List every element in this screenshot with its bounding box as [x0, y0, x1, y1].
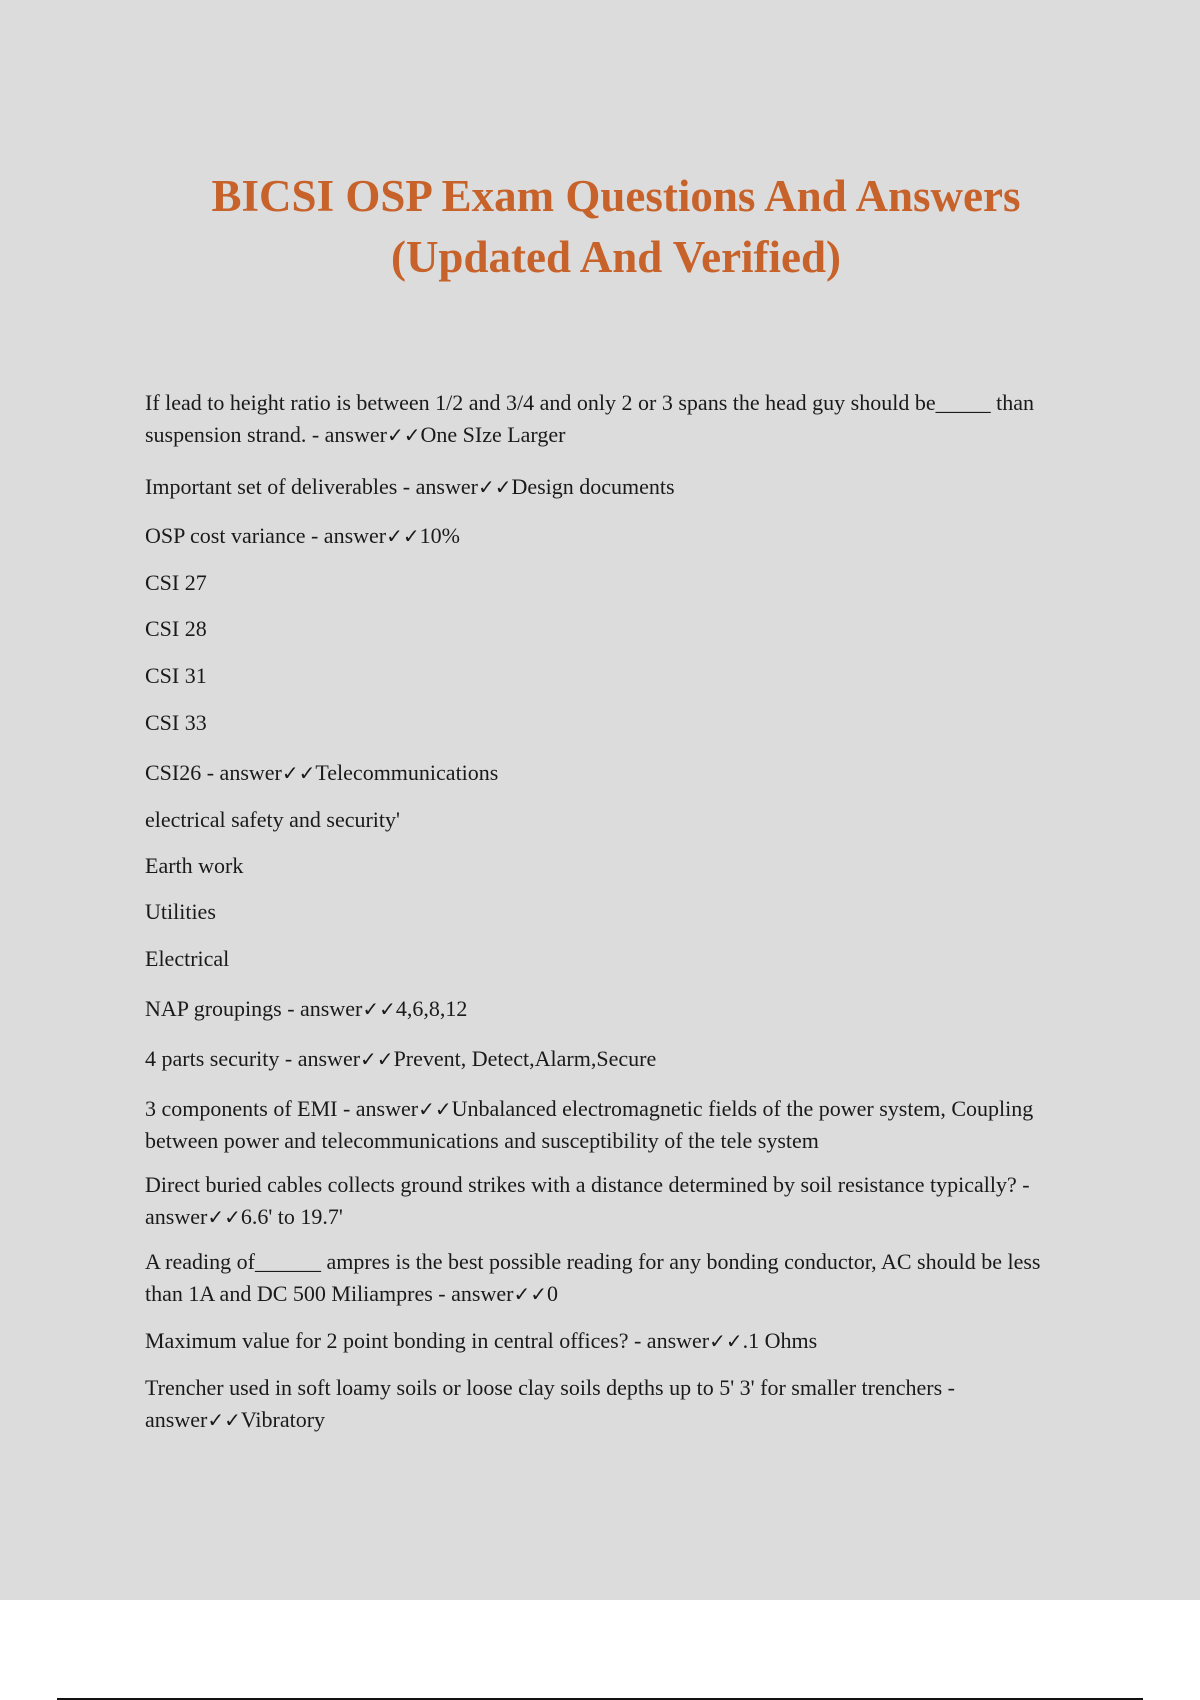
qa-list [145, 387, 1080, 1436]
text-item: electrical safety and security' [145, 807, 400, 832]
answer-text: 4,6,8,12 [395, 996, 468, 1021]
question-text: 3 components of EMI - answer [145, 1096, 419, 1121]
answer-text: 6.6' to 19.7' [240, 1204, 343, 1229]
qa-item [145, 471, 1080, 503]
double-check-icon: ✓✓ [281, 761, 316, 785]
double-check-icon: ✓✓ [709, 1329, 743, 1353]
question-text: CSI26 - answer [145, 760, 282, 785]
double-check-icon: ✓✓ [477, 475, 512, 499]
text-item: CSI 31 [145, 663, 207, 688]
text-item: Utilities [145, 899, 216, 924]
question-text: OSP cost variance - answer [145, 523, 387, 548]
answer-text: Telecommunications [315, 760, 499, 785]
qa-item [145, 1246, 1080, 1310]
double-check-icon: ✓✓ [207, 1408, 241, 1432]
text-item: Earth work [145, 853, 244, 878]
question-text: 4 parts security - answer [145, 1046, 361, 1071]
text-item: CSI 27 [145, 570, 207, 595]
answer-text: .1 Ohms [742, 1328, 818, 1353]
question-text: Maximum value for 2 point bonding in central offices? - answer [145, 1328, 710, 1353]
page-gap [0, 1600, 1200, 1700]
double-check-icon: ✓✓ [418, 1097, 452, 1121]
answer-text: 10% [419, 523, 460, 548]
double-check-icon: ✓✓ [386, 423, 421, 447]
question-text: Direct buried cables collects ground strikes with a distance determined by soil resistance typically? - answer [145, 1172, 1030, 1229]
qa-item [145, 1169, 1080, 1233]
answer-text: 0 [546, 1281, 558, 1306]
qa-item [145, 1325, 1080, 1357]
qa-item [145, 1093, 1080, 1157]
document-title-line-1: BICSI OSP Exam Questions And Answers [211, 171, 1021, 221]
document-title-line-2: (Updated And Verified) [390, 232, 842, 282]
text-item: CSI 28 [145, 616, 207, 641]
double-check-icon: ✓✓ [386, 524, 420, 548]
qa-item [145, 520, 1080, 552]
double-check-icon: ✓✓ [513, 1282, 547, 1306]
question-text: Important set of deliverables - answer [145, 474, 478, 499]
answer-text: Prevent, Detect,Alarm,Secure [393, 1046, 657, 1071]
double-check-icon: ✓✓ [207, 1205, 241, 1229]
question-text: If lead to height ratio is between 1/2 and 3/4 and only 2 or 3 spans the head guy should be_____ than suspension strand. - answer [145, 390, 1034, 447]
qa-item [145, 757, 1080, 789]
text-item: CSI 33 [145, 710, 207, 735]
qa-item [145, 993, 1080, 1025]
question-text: A reading of______ ampres is the best possible reading for any bonding conductor, AC should be less than 1A and DC 500 Miliampres - answer [145, 1249, 1041, 1306]
answer-text: Design documents [511, 474, 675, 499]
qa-item [145, 387, 1080, 451]
question-text: NAP groupings - answer [145, 996, 363, 1021]
document-title [0, 166, 1200, 288]
answer-text: One SIze Larger [420, 422, 566, 447]
question-text: Trencher used in soft loamy soils or loose clay soils depths up to 5' 3' for smaller trenchers - answer [145, 1375, 955, 1432]
double-check-icon: ✓✓ [362, 997, 396, 1021]
answer-text: Vibratory [240, 1407, 326, 1432]
answer-text: Unbalanced electromagnetic fields of the power system, Coupling between power and telecommunications and susceptibility of the tele system [145, 1096, 1034, 1153]
qa-item [145, 1043, 1080, 1075]
double-check-icon: ✓✓ [360, 1047, 394, 1071]
text-item: Electrical [145, 946, 230, 971]
qa-item [145, 1372, 1080, 1436]
